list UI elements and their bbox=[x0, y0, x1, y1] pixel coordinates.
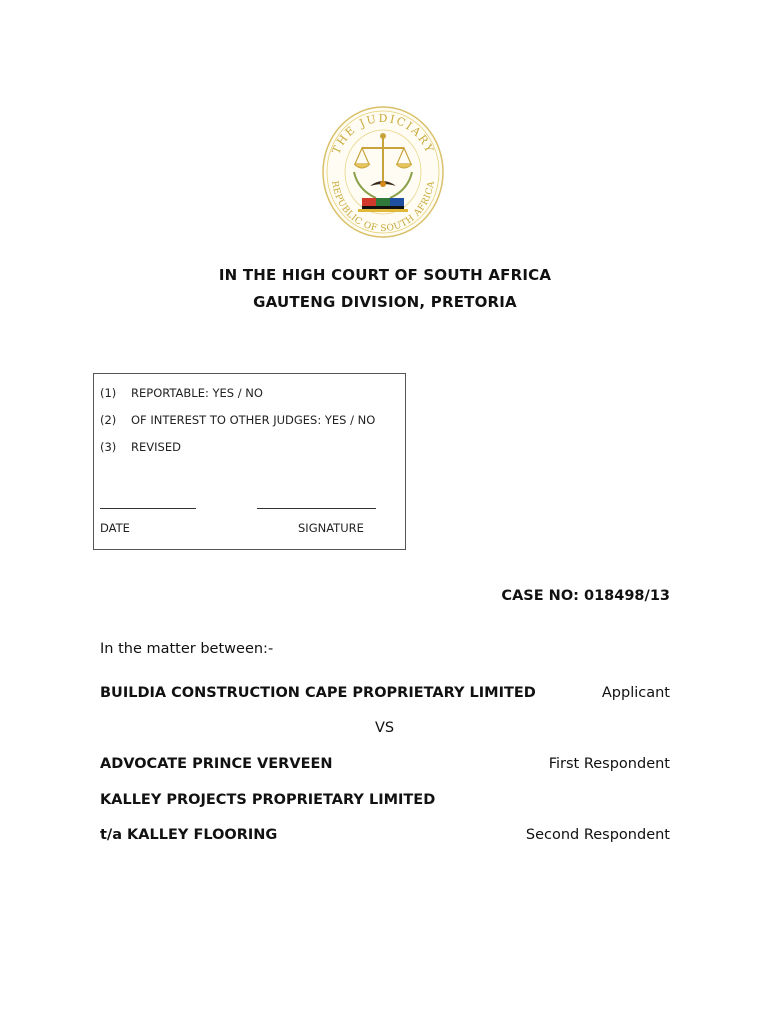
reportable-box bbox=[93, 373, 406, 550]
signature-line bbox=[257, 508, 376, 509]
first-respondent-name: ADVOCATE PRINCE VERVEEN bbox=[100, 756, 333, 772]
second-respondent-name-line2: t/a KALLEY FLOORING bbox=[100, 827, 278, 843]
second-respondent-role: Second Respondent bbox=[525, 827, 670, 843]
box-item-number: (3) bbox=[100, 440, 117, 454]
second-respondent-name-line1: KALLEY PROJECTS PROPRIETARY LIMITED bbox=[100, 792, 436, 808]
seal-bottom-text: REPUBLIC OF SOUTH AFRICA bbox=[329, 180, 437, 235]
box-item-text: REVISED bbox=[131, 440, 181, 454]
seal-top-text: THE JUDICIARY bbox=[329, 111, 437, 157]
box-item-number: (1) bbox=[100, 386, 117, 400]
applicant-role: Applicant bbox=[601, 685, 670, 701]
signature-label: SIGNATURE bbox=[298, 521, 364, 535]
case-number: CASE NO: 018498/13 bbox=[501, 588, 670, 604]
box-item-number: (2) bbox=[100, 413, 117, 427]
court-title-line2: GAUTENG DIVISION, PRETORIA bbox=[253, 293, 517, 311]
date-line bbox=[100, 508, 196, 509]
first-respondent-role: First Respondent bbox=[548, 756, 670, 772]
intro-text: In the matter between:- bbox=[100, 641, 274, 657]
box-item-text: REPORTABLE: YES / NO bbox=[131, 386, 263, 400]
box-item-text: OF INTEREST TO OTHER JUDGES: YES / NO bbox=[131, 413, 376, 427]
applicant-name: BUILDIA CONSTRUCTION CAPE PROPRIETARY LIMITED bbox=[100, 685, 536, 701]
versus-label: VS bbox=[375, 720, 395, 736]
judiciary-seal-logo bbox=[318, 102, 448, 240]
date-label: DATE bbox=[100, 521, 130, 535]
court-title-line1: IN THE HIGH COURT OF SOUTH AFRICA bbox=[218, 266, 552, 284]
